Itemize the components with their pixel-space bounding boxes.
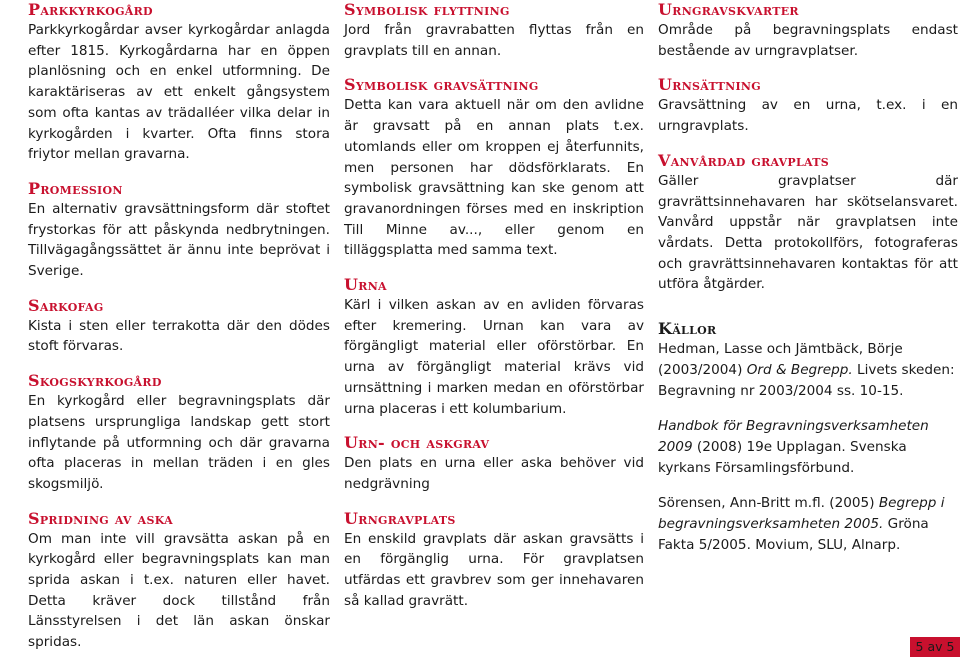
- term-heading: Promession: [28, 178, 123, 198]
- term-definition: Område på begravningsplats endast bestående av urngravplatser.: [658, 22, 958, 59]
- term-definition: Parkkyrkogårdar avser kyrkogårdar anlagda efter 1815. Kyrkogårdarna har en öppen planlösning och en enkel utformning. De karaktäriseras av ett enkelt gångsystem som ofta kantas av trädalléer vilka delar in kyrkogården i kvarter. Ofta finns stora friytor mellan gravarna.: [28, 22, 330, 163]
- term-definition: Detta kan vara aktuell när om den avlidne är gravsatt på en annan plats t.ex. utomlands eller om kroppen ej återfunnits, men personen har dödsförklarats. En symbolisk gravsättning kan ske genom att gravanordningen förses med en inskription Till Minne av..., eller genom en tilläggsplatta med samma text.: [344, 97, 644, 259]
- term-heading: Sarkofag: [28, 295, 104, 315]
- entry-skogskyrkogard: [28, 371, 330, 495]
- term-definition: En alternativ gravsättningsform där stoftet frystorkas för att påskynda nedbrytningen. Tillvägagångssättet är ännu inte beprövat i Sverige.: [28, 200, 330, 280]
- sources-heading: Källor: [658, 319, 717, 339]
- ref-text: Gröna Fakta 5/2005. Movium, SLU, Alnarp.: [658, 516, 929, 554]
- term-heading: Symbolisk flyttning: [344, 0, 510, 19]
- ref-text: Sörensen, Ann-Britt m.fl. (2005): [658, 495, 879, 512]
- entry-parkkyrkogard: [28, 0, 330, 165]
- ref-title: Begrepp i begravningsverksamheten 2005.: [658, 495, 945, 533]
- term-heading: Vanvårdad gravplats: [658, 150, 829, 170]
- term-definition: Om man inte vill gravsätta askan på en kyrkogård eller begravningsplats kan man sprida askan i t.ex. naturen eller havet. Detta kräver dock tillstånd från Länsstyrelsen i det län askan önskar spridas.: [28, 530, 330, 651]
- term-definition: Gravsättning av en urna, t.ex. i en urngravplats.: [658, 97, 958, 135]
- term-definition: Kista i sten eller terrakotta där den dödes stoft förvaras.: [28, 317, 330, 355]
- entry-urngravskvarter: [658, 0, 958, 61]
- term-heading: Skogskyrkogård: [28, 371, 162, 391]
- sources-section: [658, 319, 958, 556]
- entry-symbolisk-gravsattning: [344, 75, 644, 261]
- column-1: [28, 0, 330, 667]
- term-definition: Den plats en urna eller aska behöver vid nedgrävning: [344, 455, 644, 492]
- entry-promession: [28, 179, 330, 282]
- term-heading: Urna: [344, 275, 387, 295]
- entry-urna: [344, 275, 644, 419]
- ref-text: Hedman, Lasse och Jämtbäck, Börje (2003/2004): [658, 341, 903, 379]
- source-reference: [658, 339, 958, 402]
- entry-vanvardad-gravplats: [658, 151, 958, 295]
- entry-urngravplats: [344, 509, 644, 612]
- ref-text: (2008) 19e Upplagan. Svenska kyrkans Församlingsförbund.: [658, 439, 907, 477]
- term-heading: Symbolisk gravsättning: [344, 75, 539, 95]
- entry-spridning-av-aska: [28, 509, 330, 653]
- term-heading: Parkkyrkogård: [28, 0, 153, 19]
- term-definition: Jord från gravrabatten flyttas från en gravplats till en annan.: [344, 22, 644, 59]
- term-heading: Urngravskvarter: [658, 0, 799, 19]
- entry-urnsattning: [658, 75, 958, 136]
- term-heading: Urngravplats: [344, 508, 456, 528]
- page-number: 5 av 5: [910, 637, 960, 657]
- term-heading: Urn- och askgrav: [344, 433, 490, 453]
- entry-urn-och-askgrav: [344, 433, 644, 494]
- term-heading: Urnsättning: [658, 75, 761, 95]
- term-definition: En kyrkogård eller begravningsplats där platsens ursprungliga landskap gett stort inflytande på utformning och där gravarna ofta placeras in mellan träden i en gles skogsmiljö.: [28, 393, 330, 492]
- source-reference: [658, 493, 958, 556]
- source-reference: [658, 416, 958, 479]
- ref-text: Livets skeden: Begravning nr 2003/2004 ss. 10-15.: [658, 362, 955, 400]
- term-definition: Gäller gravplatser där gravrättsinnehavaren har skötselansvaret. Vanvård uppstår när gravplatsen inte vårdats. Detta protokollförs, fotograferas och gravrättsinnehavaren kontaktas för att utföra åtgärder.: [658, 172, 958, 293]
- entry-sarkofag: [28, 296, 330, 357]
- column-3: [658, 0, 958, 570]
- term-heading: Spridning av aska: [28, 508, 173, 528]
- column-2: [344, 0, 644, 625]
- term-definition: Kärl i vilken askan av en avliden förvaras efter kremering. Urnan kan vara av förgängligt material eller oförstörbar. En urna av förgängligt material krävs vid urnsättning i marken medan en oförstörbar urna placeras i ett kolumbarium.: [344, 297, 644, 417]
- ref-title: Ord & Begrepp.: [746, 362, 853, 379]
- entry-symbolisk-flyttning: [344, 0, 644, 61]
- term-definition: En enskild gravplats där askan gravsätts i en förgänglig urna. För gravplatsen utfärdas ett gravbrev som ger innehavaren så kallad gravrätt.: [344, 530, 644, 609]
- ref-title: Handbok för Begravningsverksamheten 2009: [658, 418, 929, 456]
